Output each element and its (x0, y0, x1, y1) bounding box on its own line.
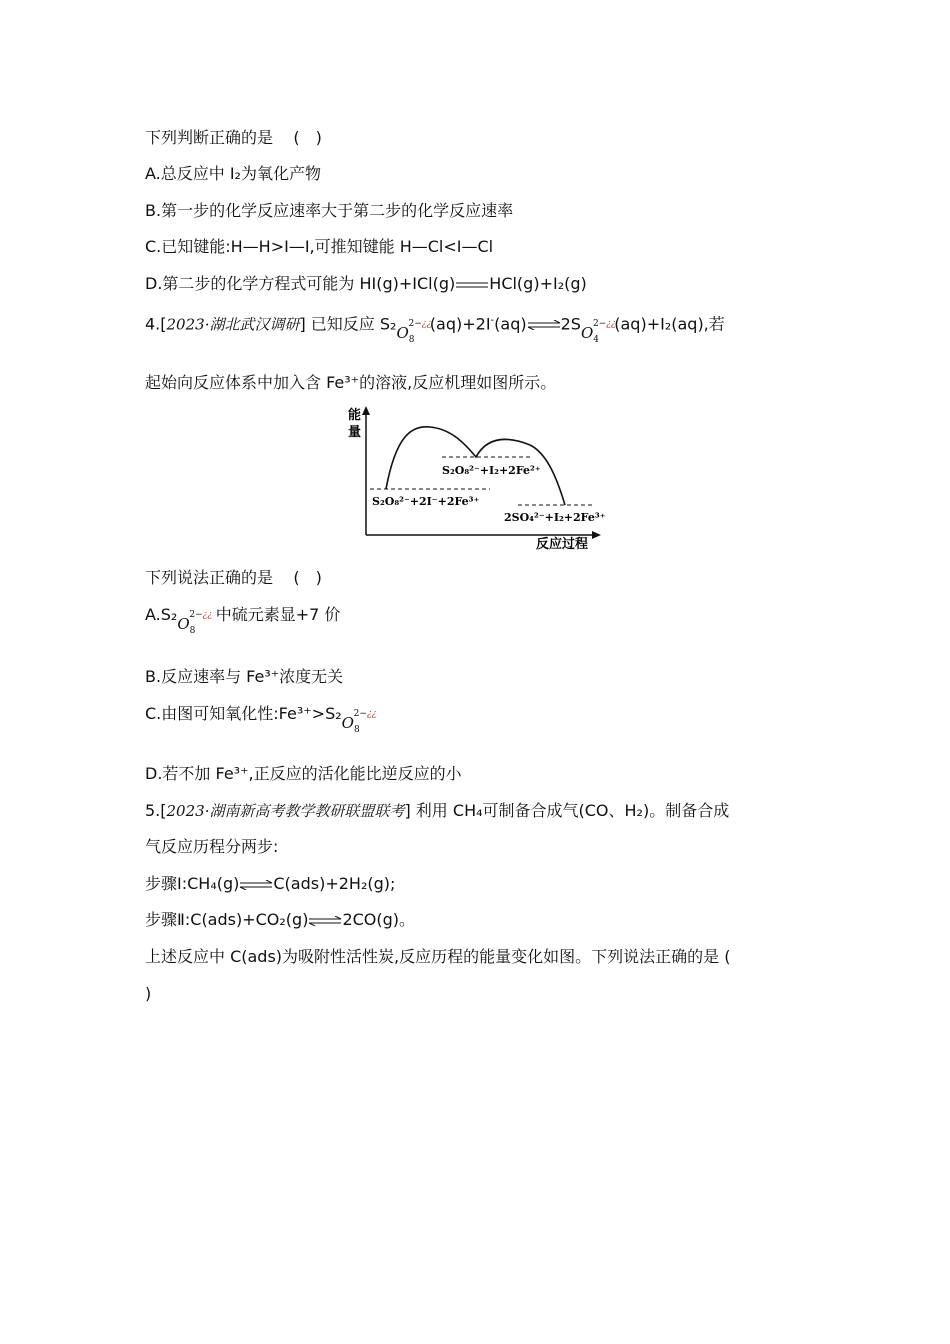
equilibrium-arrow (308, 916, 342, 926)
q3-option-b: B.第一步的化学反应速率大于第二步的化学反应速率 (145, 201, 514, 220)
equilibrium-arrow (455, 280, 489, 290)
q3-option-d: D.第二步的化学方程式可能为 HI(g)+ICl(g) HCl(g)+I₂(g) (145, 274, 587, 293)
state-label-intermediate: S₂O₈²⁻+I₂+2Fe²⁺ (442, 464, 541, 477)
q5-step1: 步骤Ⅰ:CH₄(g) C(ads)+2H₂(g); (145, 874, 396, 893)
equilibrium-arrow (527, 320, 561, 330)
q5-stem-line2: 气反应历程分两步: (145, 837, 279, 856)
q4-stem-line1: 4.[2023·湖北武汉调研] 已知反应 $S_2O_8$ 2−¿¿ (aq)+2I-(aq) $2SO_4$ 2−¿¿ (aq)+I₂(aq),若 (145, 310, 725, 351)
energy-diagram (340, 405, 610, 555)
y-axis-label-1: 能 (348, 408, 362, 423)
q5-step2: 步骤Ⅱ:C(ads)+CO₂(g) 2CO(g)。 (145, 910, 416, 929)
y-axis-label-2: 量 (348, 425, 362, 440)
q3-option-c: C.已知键能:H—H>I—I,可推知键能 H—Cl<I—Cl (145, 237, 494, 256)
q5-stem-line5: 上述反应中 C(ads)为吸附性活性炭,反应历程的能量变化如图。下列说法正确的是 ( (145, 947, 731, 966)
q4-option-b: B.反应速率与 Fe³⁺浓度无关 (145, 667, 344, 686)
x-axis-label: 反应过程 (536, 537, 589, 552)
sulfate-ion: $O_4$ 2−¿¿ (580, 319, 616, 346)
persulfate-ion: $O_8$ 2−¿¿ (396, 319, 432, 346)
equilibrium-arrow (239, 880, 273, 890)
persulfate-ion: $O_8$ 2−¿¿ (341, 709, 377, 735)
q4-option-a: $A.S_2O_8$ 2−¿¿ 中硫元素显+7 价 (145, 604, 340, 642)
q4-option-c: C.由图可知氧化性$:Fe^{3+}>S_2O_8$ 2−¿¿ (145, 703, 360, 741)
state-label-products: 2SO₄²⁻+I₂+2Fe³⁺ (504, 511, 606, 524)
x-axis-arrow (592, 531, 601, 539)
state-label-reactants: S₂O₈²⁻+2I⁻+2Fe³⁺ (372, 495, 480, 508)
q5-stem-line1: 5.[2023·湖南新高考教学教研联盟联考] 利用 CH₄可制备合成气(CO、H₂)。制备合成 (145, 801, 730, 820)
q5-stem-line6: ) (145, 984, 152, 1003)
persulfate-ion: $O_8$ 2−¿¿ (177, 610, 213, 636)
q4-stem: 下列说法正确的是 ( ) (145, 568, 322, 587)
q4-stem-line2: 起始向反应体系中加入含 Fe³⁺的溶液,反应机理如图所示。 (145, 373, 557, 392)
q5-source: 2023·湖南新高考教学教研联盟联考 (166, 802, 405, 820)
y-axis-arrow (362, 406, 370, 415)
q3-stem: 下列判断正确的是 ( ) (145, 128, 322, 147)
q4-source: 2023·湖北武汉调研 (166, 315, 300, 334)
q4-option-d: D.若不加 Fe³⁺,正反应的活化能比逆反应的小 (145, 764, 462, 783)
q3-option-a: A.总反应中 I₂为氧化产物 (145, 164, 321, 183)
